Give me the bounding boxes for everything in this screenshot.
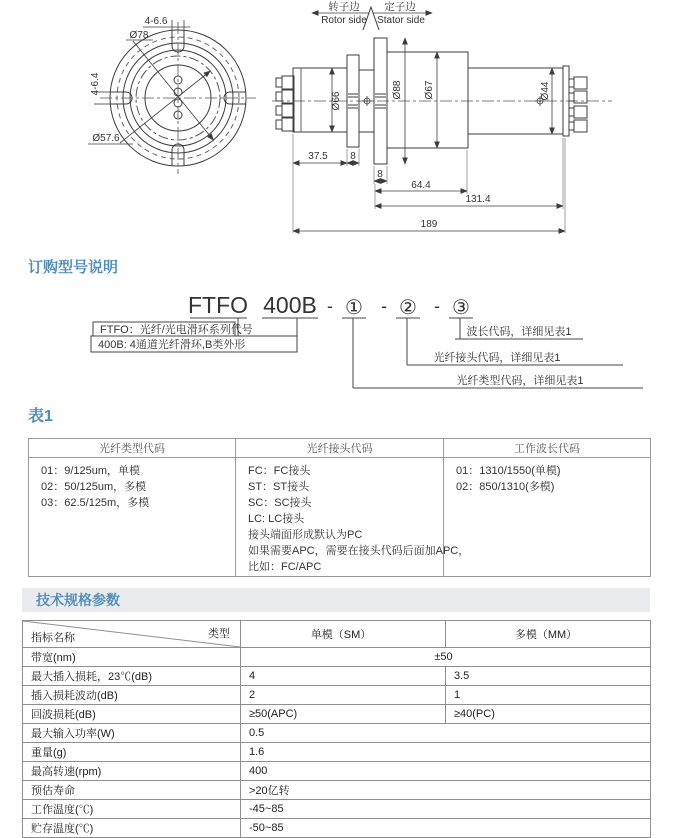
spec-value: -50~85 (241, 819, 651, 838)
spec-value-sm: ≥50(APC) (241, 705, 446, 724)
side-view (272, 7, 612, 233)
table1-col-connector: 光纤接头代码 (236, 439, 444, 458)
spec-value-mm: 1 (446, 686, 651, 705)
ordering-model-diagram (0, 285, 676, 405)
table1-col-fiber-type: 光纤类型代码 (29, 439, 236, 458)
connector-item: 比如：FC/APC (248, 561, 322, 573)
dim-label-8b: 8 (377, 169, 383, 180)
dim-label-189: 189 (420, 219, 438, 230)
technical-drawing (0, 0, 676, 252)
spec-name: 最高转速(rpm) (23, 762, 241, 781)
connector-item: FC：FC接头 (248, 465, 311, 477)
side-view-labels (308, 0, 551, 230)
rotor-side-cn: 转子边 (328, 1, 360, 13)
rotor-side-en: Rotor side (321, 15, 367, 26)
dim-label-d78: Ø78 (129, 30, 149, 41)
specs-header-sm: 单模（SM） (241, 621, 446, 648)
connector-item: ST：ST接头 (248, 481, 310, 493)
spec-value-sm: 2 (241, 686, 446, 705)
front-view-labels (90, 16, 168, 144)
specs-table (22, 620, 651, 838)
dim-label-d576: Ø57.6 (92, 133, 120, 144)
spec-value: 1.6 (241, 743, 651, 762)
spec-value: -45~85 (241, 800, 651, 819)
spec-row-max-input-power (23, 724, 651, 743)
table1-body-row (29, 458, 651, 577)
fiber-type-cell (29, 458, 236, 577)
model-code-3: ③ (452, 297, 470, 319)
spec-name: 预估寿命 (23, 781, 241, 800)
spec-name: 最大插入损耗，23℃(dB) (23, 667, 241, 686)
wavelength-item: 02：850/1310(多模) (456, 481, 555, 493)
model-code-2: ② (399, 297, 417, 319)
note-wavelength: 波长代码，详细见表1 (466, 326, 572, 338)
model-series: 400B (263, 292, 317, 318)
specs-corner-cell (23, 621, 241, 648)
spec-value-mm: 3.5 (446, 667, 651, 686)
fiber-type-item: 02：50/125um，多模 (41, 481, 147, 493)
spec-value: >20亿转 (241, 781, 651, 800)
dim-label-slots-top: 4-6.6 (144, 16, 168, 27)
model-notes (98, 322, 584, 387)
connector-item: LC: LC接头 (248, 513, 305, 525)
stator-side-cn: 定子边 (384, 1, 416, 13)
spec-row-weight (23, 743, 651, 762)
note-connector: 光纤接头代码，详细见表1 (433, 352, 561, 364)
wavelength-item: 01：1310/1550(单模) (456, 465, 561, 477)
model-dash-2: - (381, 296, 387, 316)
spec-name: 插入损耗波动(dB) (23, 686, 241, 705)
note-ftfo: FTFO：光纤/光电滑环系列代号 (100, 324, 253, 336)
spec-row-return-loss (23, 705, 651, 724)
model-code-1: ① (345, 297, 363, 319)
spec-row-storage-temp (23, 819, 651, 838)
connector-cell (236, 458, 470, 577)
table1-header-row (29, 439, 651, 458)
dim-label-slots-left: 4-6.4 (90, 72, 101, 96)
dim-label-64-4: 64.4 (411, 180, 431, 191)
spec-name: 重量(g) (23, 743, 241, 762)
spec-value: 400 (241, 762, 651, 781)
spec-name: 最大输入功率(W) (23, 724, 241, 743)
dim-label-d66: Ø66 (331, 91, 342, 111)
spec-row-max-insertion-loss (23, 667, 651, 686)
connector-item: 如果需要APC，需要在接头代码后面加APC， (248, 545, 470, 557)
spec-row-operating-temp (23, 800, 651, 819)
wavelength-cell (444, 458, 651, 577)
table1-col-wavelength: 工作波长代码 (444, 439, 651, 458)
specs-heading-bar (22, 588, 650, 612)
note-fiber-type: 光纤类型代码，详细见表1 (456, 375, 584, 387)
spec-name: 带宽(nm) (23, 648, 241, 667)
ordering-heading: 订购型号说明 (28, 259, 119, 276)
table1 (28, 438, 651, 577)
table1-heading: 表1 (28, 408, 53, 425)
model-dash-3: - (434, 296, 440, 316)
rotor-connectors (276, 76, 294, 131)
model-code (188, 292, 470, 319)
spec-value: 0.5 (241, 724, 651, 743)
center-marks (362, 96, 545, 106)
spec-value-sm: 4 (241, 667, 446, 686)
stator-side-en: Stator side (377, 15, 425, 26)
connector-item: SC：SC接头 (248, 497, 312, 509)
model-prefix: FTFO (187, 292, 249, 318)
front-view (88, 20, 256, 174)
spec-name: 回波损耗(dB) (23, 705, 241, 724)
stator-connectors (569, 77, 587, 132)
specs-header-row (23, 621, 651, 648)
fiber-type-item: 03：62.5/125m，多模 (41, 497, 150, 509)
model-dash-1: - (327, 296, 333, 316)
dim-label-131-4: 131.4 (465, 194, 491, 205)
fiber-type-item: 01：9/125um，单模 (41, 465, 141, 477)
connector-item: 接头端面形成默认为PC (248, 529, 363, 541)
spec-row-bandwidth (23, 648, 651, 667)
dim-label-d88: Ø88 (392, 80, 403, 100)
spec-name: 贮存温度(℃) (23, 819, 241, 838)
dim-label-d67: Ø67 (424, 80, 435, 100)
spec-value-mm: ≥40(PC) (446, 705, 651, 724)
specs-header-mm: 多模（MM） (446, 621, 651, 648)
dim-label-37-5: 37.5 (308, 151, 328, 162)
specs-header-type: 类型 (208, 628, 230, 640)
dim-label-d44: Ø44 (540, 81, 551, 101)
dim-label-8a: 8 (350, 151, 356, 162)
spec-row-loss-variation (23, 686, 651, 705)
specs-header-name: 指标名称 (31, 632, 75, 644)
spec-value: ±50 (241, 648, 651, 667)
spec-name: 工作温度(℃) (23, 800, 241, 819)
spec-row-lifetime (23, 781, 651, 800)
specs-heading: 技术规格参数 (36, 592, 120, 608)
note-400b: 400B: 4通道光纤滑环,B类外形 (98, 339, 246, 351)
spec-row-max-speed (23, 762, 651, 781)
